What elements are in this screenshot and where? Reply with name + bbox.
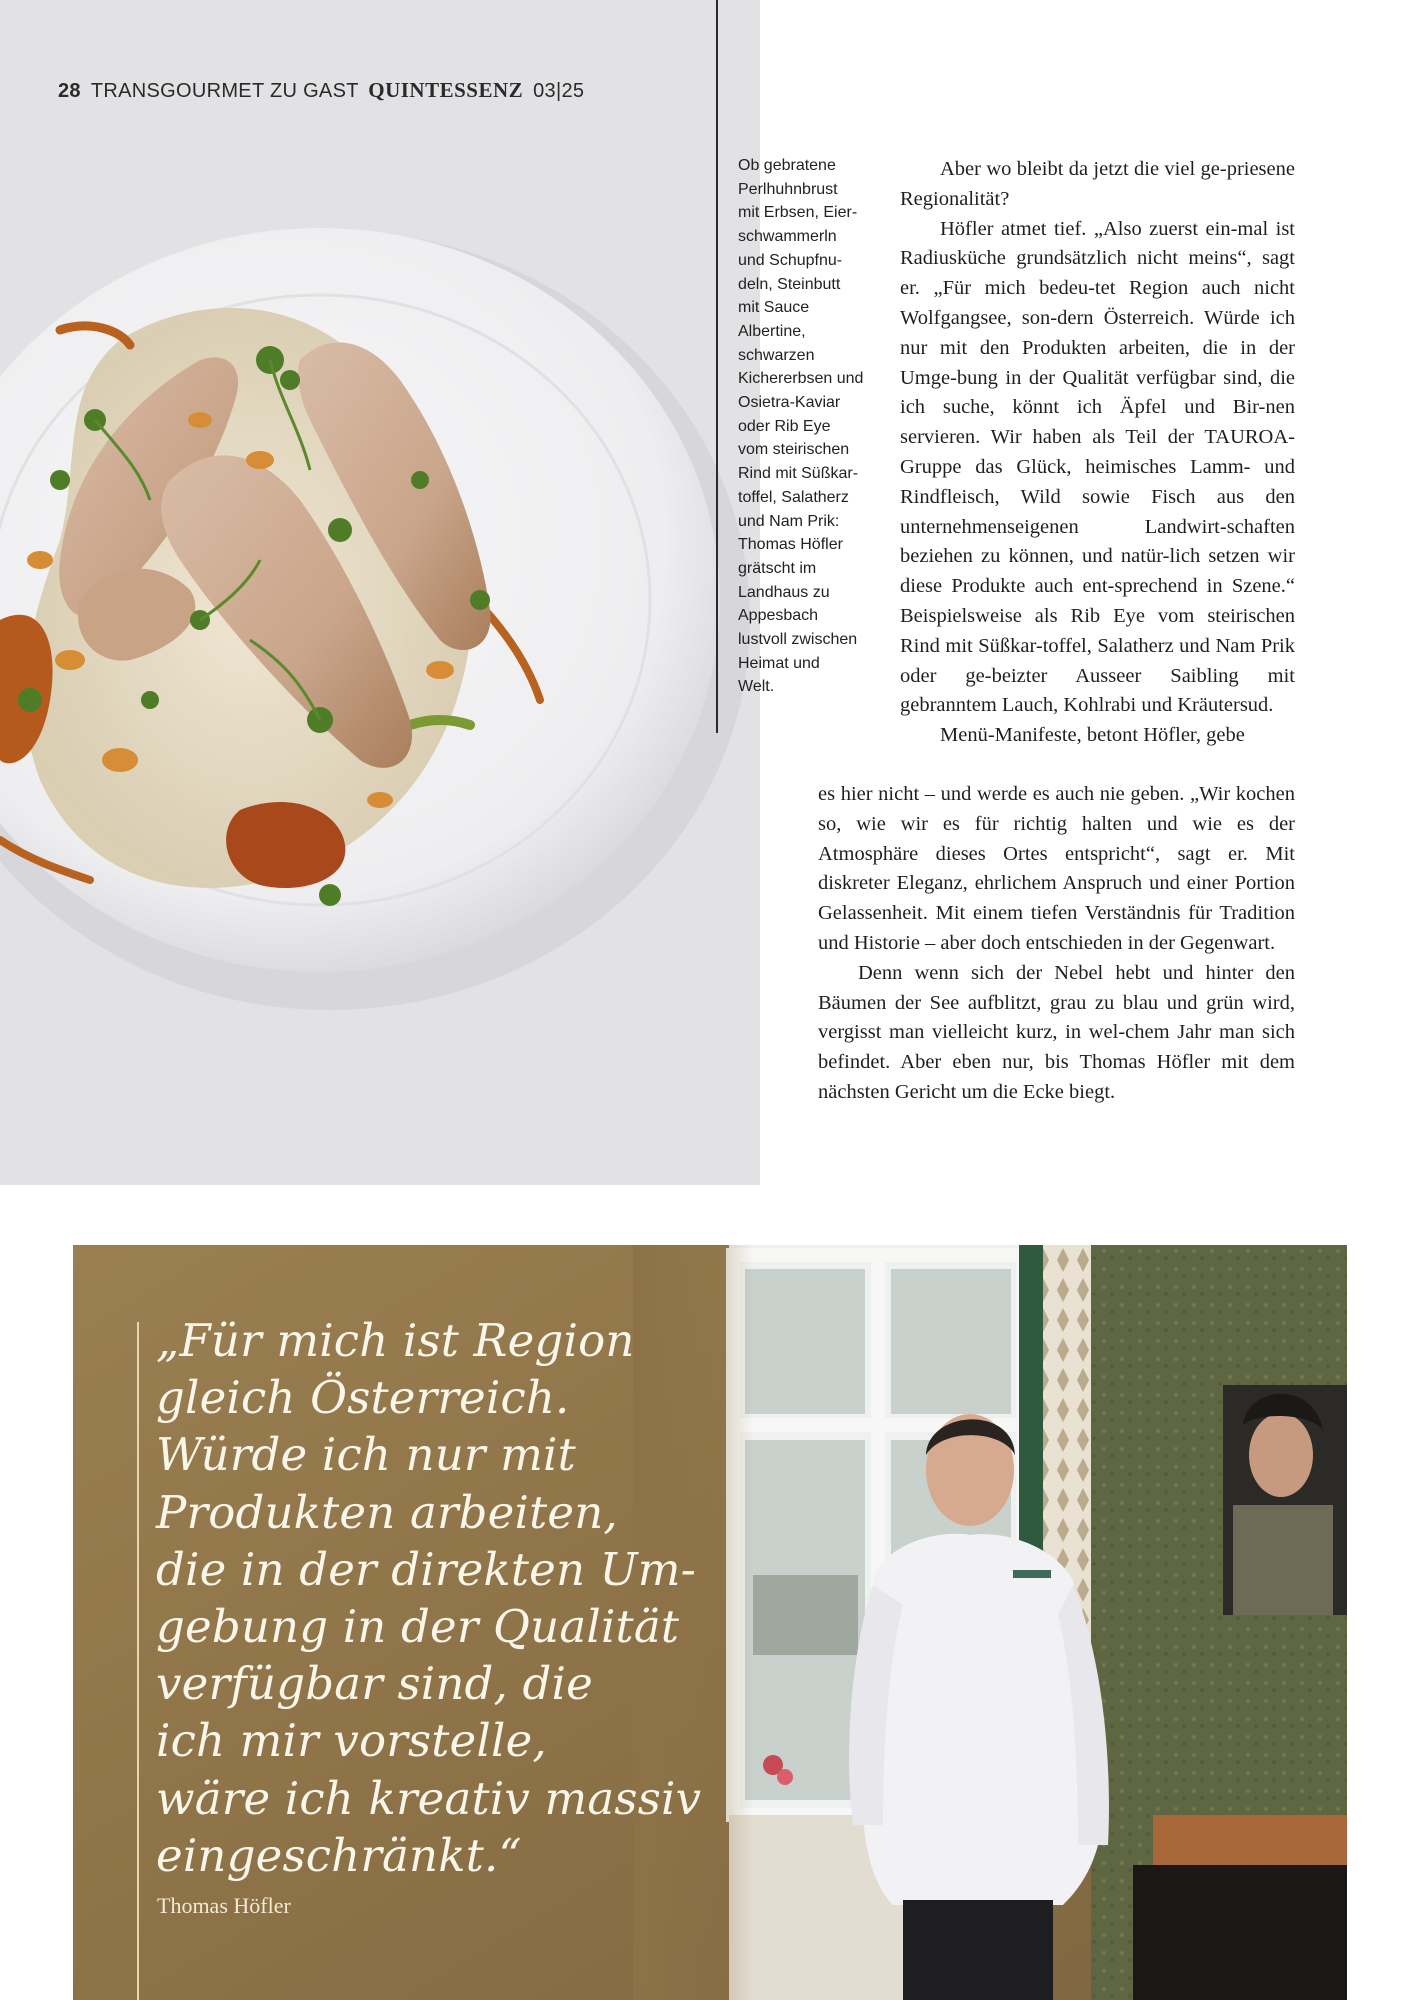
- caption-line: Kichererbsen und: [738, 370, 864, 388]
- issue-number: 03|25: [533, 80, 585, 102]
- quote-rule: [137, 1322, 139, 2000]
- article-paragraph: Menü-Manifeste, betont Höfler, gebe: [940, 724, 1245, 747]
- caption-line: Landhaus zu: [738, 583, 830, 601]
- pull-quote: [156, 1312, 716, 1884]
- article-column-upper: [900, 155, 1295, 751]
- caption-line: grätscht im: [738, 559, 817, 577]
- caption-line: deln, Steinbutt: [738, 275, 841, 293]
- quote-line: Produkten arbeiten,: [156, 1485, 618, 1539]
- magazine-name: QUINTESSENZ: [368, 78, 524, 102]
- article-paragraph: Höfler atmet tief. „Also zuerst ein-mal ist Radiusküche grundsätzlich nicht meins“, sagt er. „Für mich bedeu-tet Region auch nicht Wolfgangsee, son-dern Österreich. Würde ich nur mit den Produkten arbeiten, die in der Umge-bung in der Qualität verfügbar sind, die ich suche, könnt ich Äpfel und Bir-nen servieren. Wir haben als Teil der TAUROA-Gruppe das Glück, heimisches Lamm- und Rindfleisch, Wild sowie Fisch aus den unternehmenseigenen Landwirt-schaften beziehen zu können, und natür-lich setzen wir diese Produkte auch ent-sprechend in Szene.“ Beispielsweise als Rib Eye vom steirischen Rind mit Süßkar-toffel, Salatherz und Nam Prik oder ge-beizter Ausseer Saibling mit gebranntem Lauch, Kohlrabi und Kräutersud.: [900, 217, 1295, 717]
- caption-line: mit Erbsen, Eier-: [738, 204, 858, 222]
- quote-line: Würde ich nur mit: [156, 1428, 576, 1482]
- column-rule: [716, 0, 718, 733]
- caption-line: toffel, Salatherz: [738, 488, 849, 506]
- quote-line: die in der direkten Um-: [156, 1542, 697, 1596]
- article-paragraph: Denn wenn sich der Nebel hebt und hinter den Bäumen der See aufblitzt, grau zu blau und grün wird, vergisst man vielleicht kurz, in wel-chem Jahr man sich befindet. Aber eben nur, bis Thomas Höfler mit dem nächsten Gericht um die Ecke biegt.: [818, 961, 1295, 1103]
- quote-line: gleich Österreich.: [156, 1371, 570, 1425]
- caption-line: schwammerln: [738, 228, 837, 246]
- quote-line: verfügbar sind, die: [156, 1657, 593, 1711]
- caption-line: Rind mit Süßkar-: [738, 465, 859, 483]
- caption-line: Albertine,: [738, 322, 806, 340]
- page-header: [58, 78, 584, 103]
- article-column-lower: [818, 780, 1295, 1108]
- caption-line: und Nam Prik:: [738, 512, 840, 530]
- quote-line: ich mir vorstelle,: [156, 1714, 547, 1768]
- caption-line: Osietra-Kaviar: [738, 394, 841, 412]
- caption-line: schwarzen: [738, 346, 815, 364]
- caption-line: Appesbach: [738, 607, 819, 625]
- photo-caption: [738, 154, 868, 699]
- article-paragraph: Aber wo bleibt da jetzt die viel ge-priesene Regionalität?: [900, 158, 1295, 210]
- quote-line: gebung in der Qualität: [156, 1600, 680, 1654]
- food-photo: [0, 0, 760, 1185]
- quote-line: „Für mich ist Region: [156, 1314, 635, 1367]
- caption-line: Heimat und: [738, 654, 820, 672]
- publication-name: TRANSGOURMET ZU GAST: [90, 80, 359, 102]
- caption-line: Ob gebratene: [738, 157, 836, 174]
- caption-line: Thomas Höfler: [738, 536, 843, 554]
- quote-author: Thomas Höfler: [157, 1893, 291, 1918]
- quote-line: eingeschränkt.“: [156, 1828, 522, 1882]
- caption-line: Welt.: [738, 678, 775, 696]
- quote-line: wäre ich kreativ massiv: [156, 1771, 702, 1825]
- caption-line: oder Rib Eye: [738, 417, 831, 435]
- page-number: 28: [58, 80, 81, 102]
- caption-line: vom steirischen: [738, 441, 850, 459]
- caption-line: mit Sauce: [738, 299, 810, 317]
- caption-line: und Schupfnu-: [738, 251, 843, 269]
- caption-line: Perlhuhnbrust: [738, 180, 838, 198]
- article-paragraph: es hier nicht – und werde es auch nie geben. „Wir kochen so, wie wir es für richtig halten und wie es der Atmosphäre dieses Ortes entspricht“, sagt er. Mit diskreter Eleganz, ehrlichem Anspruch und einer Portion Gelassenheit. Mit einem tiefen Verständnis für Tradition und Historie – aber doch entschieden in der Gegenwart.: [818, 783, 1295, 954]
- caption-line: lustvoll zwischen: [738, 631, 858, 649]
